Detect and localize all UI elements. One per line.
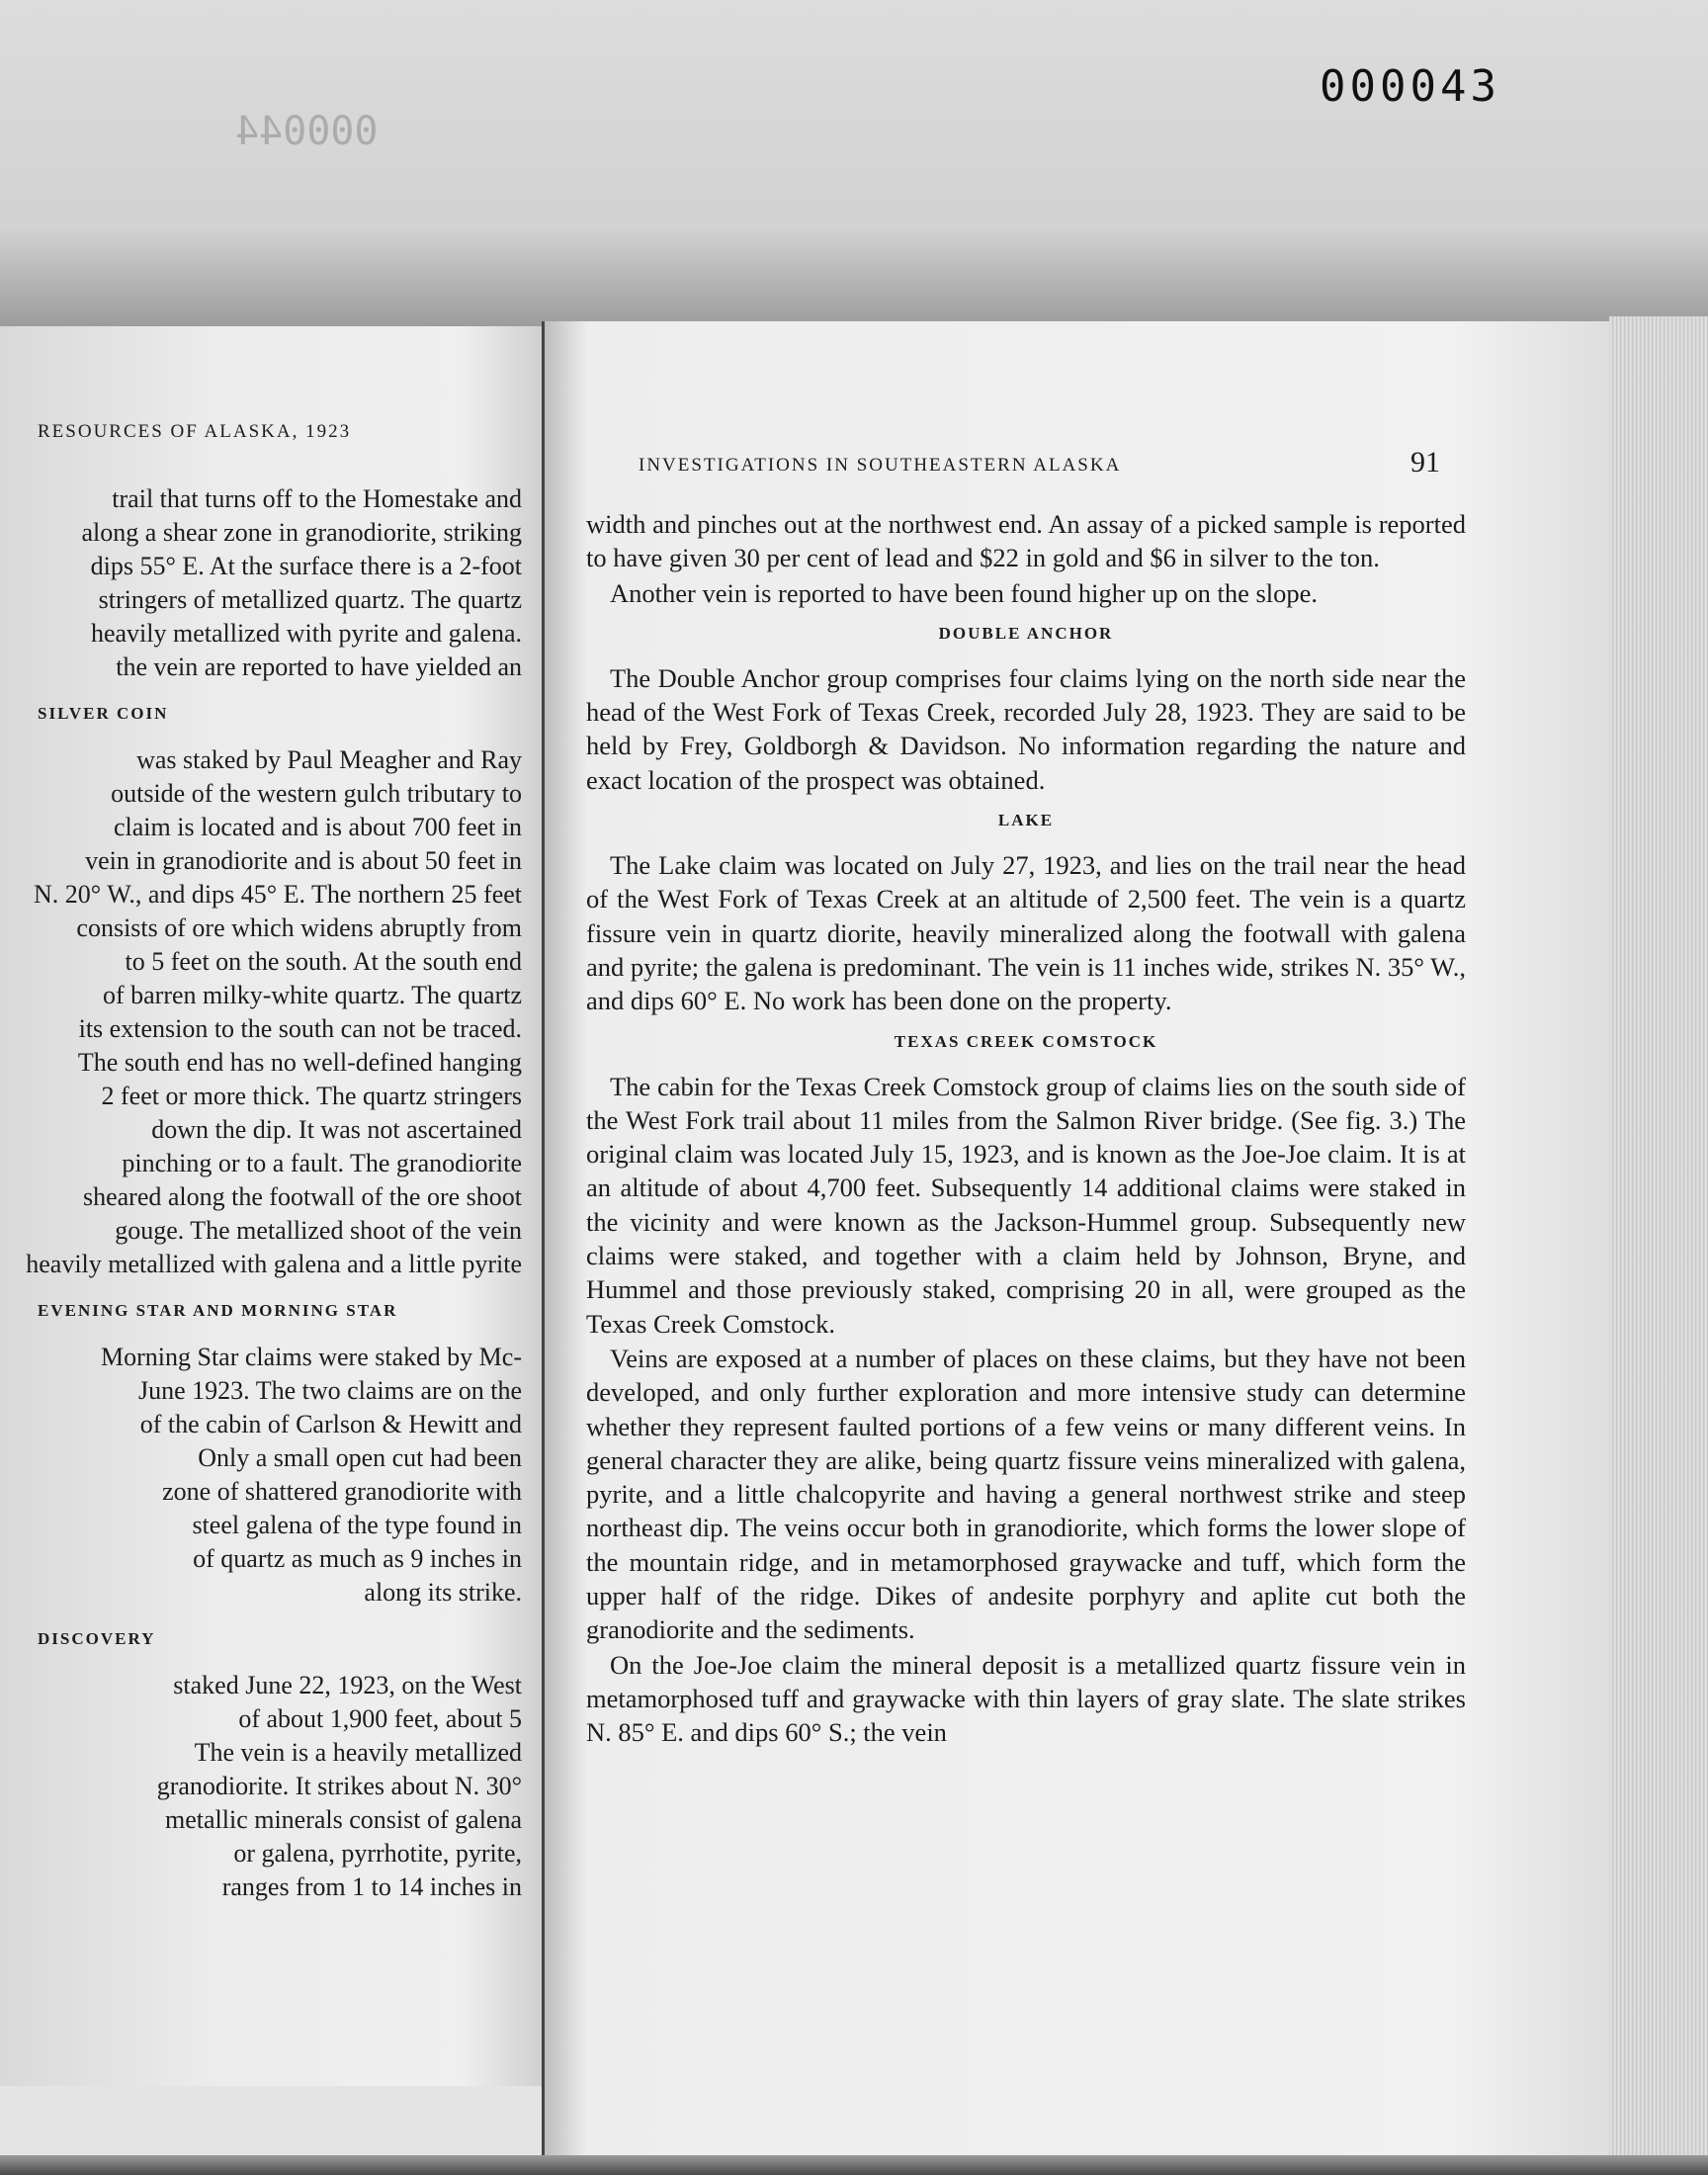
right-running-head: INVESTIGATIONS IN SOUTHEASTERN ALASKA bbox=[639, 455, 1122, 476]
right-page-text bbox=[586, 507, 1466, 1751]
left-line: ranges from 1 to 14 inches in bbox=[221, 1872, 522, 1901]
left-line: June 1923. The two claims are on the bbox=[138, 1376, 522, 1405]
left-line: pinching or to a fault. The granodiorite bbox=[122, 1149, 522, 1177]
page-number: 91 bbox=[1410, 446, 1440, 478]
left-line: gouge. The metallized shoot of the vein bbox=[115, 1216, 522, 1245]
left-line: of barren milky-white quartz. The quartz bbox=[102, 981, 522, 1009]
left-line: consists of ore which widens abruptly from bbox=[76, 914, 522, 942]
paragraph: The Lake claim was located on July 27, 1923, and lies on the trail near the head of the West Fork of Texas Creek at an altitude of 2,500 feet. The vein is a quartz fissure vein in quartz diorite, heavily mineralized along the footwall with galena and pyrite; the galena is predominant. The vein is 11 inches wide, strikes N. 35° W., and dips 60° E. No work has been done on the property. bbox=[586, 850, 1466, 1016]
left-section-heading: SILVER COIN bbox=[38, 704, 169, 723]
left-line: granodiorite. It strikes about N. 30° bbox=[156, 1772, 522, 1800]
left-line: heavily metallized with galena and a little pyrite bbox=[26, 1250, 522, 1278]
paragraph: The Double Anchor group comprises four claims lying on the north side near the head of the West Fork of Texas Creek, recorded July 28, 1923. They are said to be held by Frey, Goldborgh & Davidson. No information regarding the nature and exact location of the prospect was obtained. bbox=[586, 662, 1466, 795]
left-line: down the dip. It was not ascertained bbox=[151, 1115, 522, 1144]
left-line: heavily metallized with pyrite and galena. bbox=[90, 619, 522, 648]
left-line: stringers of metallized quartz. The quartz bbox=[98, 585, 522, 614]
left-line: of quartz as much as 9 inches in bbox=[193, 1544, 522, 1573]
left-line: to 5 feet on the south. At the south end bbox=[125, 947, 522, 976]
heading-double-anchor: DOUBLE ANCHOR bbox=[938, 623, 1114, 643]
left-line: along a shear zone in granodiorite, striking bbox=[81, 518, 522, 547]
ghost-id-bleedthrough: 000044 bbox=[235, 109, 379, 154]
left-section-heading: DISCOVERY bbox=[38, 1629, 156, 1648]
paragraph: width and pinches out at the northwest end. An assay of a picked sample is reported to have given 30 per cent of lead and $22 in gold and $6 in silver to the ton. bbox=[586, 509, 1466, 573]
left-section-heading: EVENING STAR AND MORNING STAR bbox=[38, 1301, 398, 1320]
left-line: staked June 22, 1923, on the West bbox=[173, 1671, 522, 1699]
left-page-text bbox=[8, 482, 522, 1904]
right-page bbox=[542, 321, 1612, 2170]
scan-header-band bbox=[0, 0, 1708, 326]
left-page bbox=[0, 326, 547, 2086]
left-line: the vein are reported to have yielded an bbox=[116, 652, 522, 681]
left-line: was staked by Paul Meagher and Ray bbox=[136, 745, 522, 774]
left-line: or galena, pyrrhotite, pyrite, bbox=[233, 1839, 522, 1868]
left-running-head: RESOURCES OF ALASKA, 1923 bbox=[38, 421, 352, 442]
paragraph: On the Joe-Joe claim the mineral deposit is a metallized quartz fissure vein in metamorphosed tuff and graywacke with thin layers of gray slate. The slate strikes N. 85° E. and dips 60° S.; the vein bbox=[586, 1649, 1466, 1748]
left-line: zone of shattered granodiorite with bbox=[162, 1477, 522, 1506]
left-line: vein in granodiorite and is about 50 feet in bbox=[85, 846, 522, 875]
paragraph: Veins are exposed at a number of places on these claims, but they have not been developed, and only further exploration and more intensive study can determine whether they represent faulted portions of a few veins or many different veins. In general character they are alike, being quartz fissure veins mineralized with galena, pyrite, and a little chalcopyrite and having a general northwest strike and steep northeast dip. The veins occur both in granodiorite, which forms the lower slope of the mountain ridge, and in metamorphosed graywacke and tuff, which form the upper half of the ridge. Dikes of andesite porphyry and aplite cut both the granodiorite and the sediments. bbox=[586, 1343, 1466, 1645]
left-line: steel galena of the type found in bbox=[192, 1511, 522, 1539]
heading-texas-creek-comstock: TEXAS CREEK COMSTOCK bbox=[894, 1031, 1158, 1051]
paragraph: Another vein is reported to have been found higher up on the slope. bbox=[610, 577, 1319, 608]
left-line: 2 feet or more thick. The quartz stringers bbox=[101, 1082, 522, 1110]
left-line: trail that turns off to the Homestake and bbox=[112, 484, 522, 513]
paragraph: The cabin for the Texas Creek Comstock group of claims lies on the south side of the West Fork trail about 11 miles from the Salmon River bridge. (See fig. 3.) The original claim was located July 15, 1923, and is known as the Joe-Joe claim. It is at an altitude of about 4,700 feet. Subsequently 14 additional claims were staked in the vicinity and were known as the Jackson-Hummel group. Subsequently new claims were staked, and together with a claim held by Johnson, Bryne, and Hummel and those previously staked, comprising 20 in all, were grouped as the Texas Creek Comstock. bbox=[586, 1071, 1466, 1339]
left-line: outside of the western gulch tributary to bbox=[111, 779, 522, 808]
left-line: N. 20° W., and dips 45° E. The northern 25 feet bbox=[33, 880, 522, 909]
left-line: along its strike. bbox=[364, 1578, 522, 1607]
left-line: dips 55° E. At the surface there is a 2-foot bbox=[90, 552, 522, 580]
left-line: Only a small open cut had been bbox=[198, 1443, 522, 1472]
left-line: of about 1,900 feet, about 5 bbox=[238, 1704, 522, 1733]
left-line: sheared along the footwall of the ore shoot bbox=[82, 1182, 522, 1211]
page-edges bbox=[1609, 316, 1708, 2165]
left-line: claim is located and is about 700 feet in bbox=[114, 813, 522, 841]
document-id-stamp: 000043 bbox=[1320, 61, 1500, 112]
heading-lake: LAKE bbox=[997, 811, 1055, 830]
left-line: metallic minerals consist of galena bbox=[165, 1805, 522, 1834]
left-line: its extension to the south can not be traced. bbox=[78, 1014, 522, 1043]
left-line: Morning Star claims were staked by Mc- bbox=[100, 1343, 522, 1371]
left-line: of the cabin of Carlson & Hewitt and bbox=[139, 1410, 522, 1438]
scan-bottom-band bbox=[0, 2155, 1708, 2175]
left-line: The south end has no well-defined hanging bbox=[77, 1048, 522, 1077]
left-line: The vein is a heavily metallized bbox=[194, 1738, 522, 1767]
